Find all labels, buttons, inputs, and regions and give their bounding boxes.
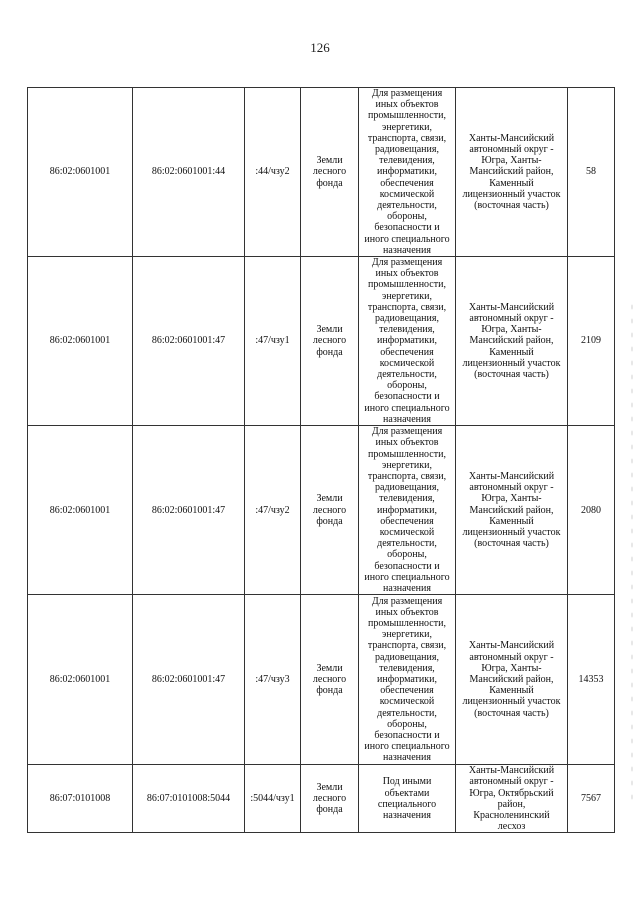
- area-cell: 14353: [568, 595, 615, 765]
- page-number: 126: [310, 40, 330, 55]
- permitted-use-cell: Под иными объектами специального назначения: [359, 765, 456, 833]
- land-category-cell: Земли лесного фонда: [301, 765, 359, 833]
- permitted-use-cell: Для размещения иных объектов промышленности, энергетики, транспорта, связи, радиовещания, телевидения, информатики, обеспечения космической деятельности, обороны, безопасности и иного специального назначения: [359, 595, 456, 765]
- table-row: [28, 257, 615, 426]
- cadastral-number-cell: 86:07:0101008:5044: [133, 765, 245, 833]
- part-designation-cell: :47/чзу2: [245, 426, 301, 595]
- location-cell: Ханты-Мансийский автономный округ - Югра, Ханты-Мансийский район, Каменный лицензионный участок (восточная часть): [456, 257, 568, 426]
- scan-edge-artifact: [630, 300, 634, 800]
- permitted-use-cell: Для размещения иных объектов промышленности, энергетики, транспорта, связи, радиовещания, телевидения, информатики, обеспечения космической деятельности, обороны, безопасности и иного специального назначения: [359, 257, 456, 426]
- area-cell: 7567: [568, 765, 615, 833]
- area-cell: 58: [568, 88, 615, 257]
- cadastral-number-cell: 86:02:0601001:47: [133, 257, 245, 426]
- area-cell: 2109: [568, 257, 615, 426]
- cadastral-quarter-cell: 86:07:0101008: [28, 765, 133, 833]
- land-category-cell: Земли лесного фонда: [301, 88, 359, 257]
- cadastral-quarter-cell: 86:02:0601001: [28, 257, 133, 426]
- cadastral-quarter-cell: 86:02:0601001: [28, 426, 133, 595]
- location-cell: Ханты-Мансийский автономный округ - Югра, Октябрьский район, Красноленинский лесхоз: [456, 765, 568, 833]
- part-designation-cell: :47/чзу1: [245, 257, 301, 426]
- location-cell: Ханты-Мансийский автономный округ - Югра, Ханты-Мансийский район, Каменный лицензионный участок (восточная часть): [456, 595, 568, 765]
- permitted-use-cell: Для размещения иных объектов промышленности, энергетики, транспорта, связи, радиовещания, телевидения, информатики, обеспечения космической деятельности, обороны, безопасности и иного специального назначения: [359, 426, 456, 595]
- cadastral-number-cell: 86:02:0601001:47: [133, 426, 245, 595]
- table-row: [28, 88, 615, 257]
- table-row: [28, 765, 615, 833]
- permitted-use-cell: Для размещения иных объектов промышленности, энергетики, транспорта, связи, радиовещания, телевидения, информатики, обеспечения космической деятельности, обороны, безопасности и иного специального назначения: [359, 88, 456, 257]
- area-cell: 2080: [568, 426, 615, 595]
- location-cell: Ханты-Мансийский автономный округ - Югра, Ханты-Мансийский район, Каменный лицензионный участок (восточная часть): [456, 426, 568, 595]
- part-designation-cell: :47/чзу3: [245, 595, 301, 765]
- cadastral-number-cell: 86:02:0601001:44: [133, 88, 245, 257]
- table-row: [28, 595, 615, 765]
- land-category-cell: Земли лесного фонда: [301, 426, 359, 595]
- cadastral-table: [27, 87, 615, 833]
- cadastral-quarter-cell: 86:02:0601001: [28, 595, 133, 765]
- cadastral-quarter-cell: 86:02:0601001: [28, 88, 133, 257]
- land-category-cell: Земли лесного фонда: [301, 595, 359, 765]
- location-cell: Ханты-Мансийский автономный округ - Югра, Ханты-Мансийский район, Каменный лицензионный участок (восточная часть): [456, 88, 568, 257]
- part-designation-cell: :44/чзу2: [245, 88, 301, 257]
- cadastral-number-cell: 86:02:0601001:47: [133, 595, 245, 765]
- part-designation-cell: :5044/чзу1: [245, 765, 301, 833]
- land-category-cell: Земли лесного фонда: [301, 257, 359, 426]
- table-row: [28, 426, 615, 595]
